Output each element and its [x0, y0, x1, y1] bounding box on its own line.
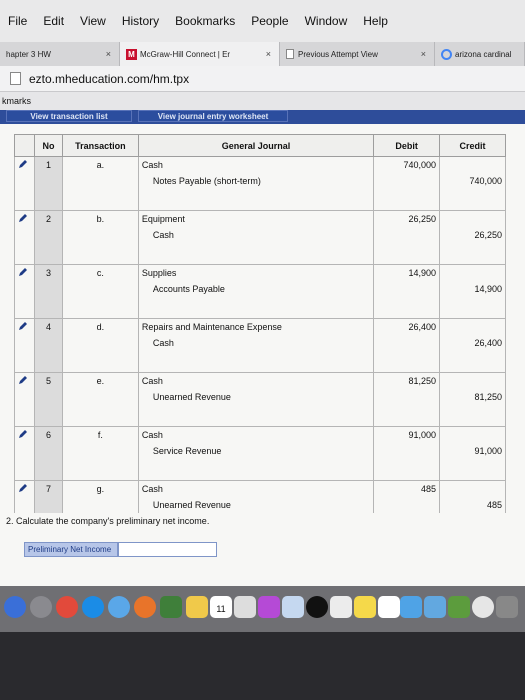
credit-amount-empty — [440, 265, 506, 281]
credit-amount: 14,900 — [440, 281, 506, 297]
entry-spacer-row — [15, 297, 506, 319]
photo-booth-icon[interactable] — [472, 596, 494, 618]
entry-number: 3 — [34, 265, 62, 281]
edit-column-header — [15, 135, 35, 157]
menu-view[interactable]: View — [80, 14, 106, 28]
entry-number: 6 — [34, 427, 62, 443]
debit-amount: 14,900 — [374, 265, 440, 281]
tab-close-icon[interactable]: × — [105, 49, 111, 59]
credit-amount-empty — [440, 211, 506, 227]
menu-file[interactable]: File — [8, 14, 28, 28]
entry-number-empty — [34, 335, 62, 351]
debit-amount-empty — [374, 173, 440, 189]
mail-icon[interactable] — [108, 596, 130, 618]
edit-cell-empty — [15, 281, 35, 297]
quicktime-icon[interactable] — [306, 596, 328, 618]
credit-amount-empty — [440, 319, 506, 335]
preliminary-net-income-label: Preliminary Net Income — [24, 542, 118, 557]
notes-icon[interactable] — [354, 596, 376, 618]
itunes-icon[interactable] — [258, 596, 280, 618]
journal-entry-debit-row — [15, 427, 506, 443]
debit-amount: 740,000 — [374, 157, 440, 173]
debit-amount-empty — [374, 335, 440, 351]
calendar-icon[interactable]: 11 — [210, 596, 232, 618]
credit-amount: 26,250 — [440, 227, 506, 243]
debit-account: Supplies — [138, 265, 373, 281]
journal-entry-credit-row — [15, 443, 506, 459]
transaction-letter: c. — [62, 265, 138, 281]
debit-amount-empty — [374, 281, 440, 297]
tab-title: hapter 3 HW — [6, 49, 51, 59]
app-store-icon[interactable] — [400, 596, 422, 618]
trash-icon[interactable] — [496, 596, 518, 618]
launchpad-icon[interactable] — [30, 596, 52, 618]
entry-number-empty — [34, 389, 62, 405]
edit-cell[interactable] — [15, 319, 35, 335]
debit-account: Cash — [138, 481, 373, 497]
edit-cell-empty — [15, 389, 35, 405]
edit-cell-empty — [15, 335, 35, 351]
macos-dock — [0, 586, 525, 700]
edit-cell[interactable] — [15, 265, 35, 281]
settings-icon[interactable] — [330, 596, 352, 618]
entry-number: 5 — [34, 373, 62, 389]
transaction-empty — [62, 389, 138, 405]
edit-cell-empty — [15, 497, 35, 513]
edit-cell-empty — [15, 227, 35, 243]
journal-entry-credit-row — [15, 389, 506, 405]
edit-cell[interactable] — [15, 157, 35, 173]
journal-body — [15, 157, 506, 513]
transaction-letter: g. — [62, 481, 138, 497]
debit-amount-empty — [374, 227, 440, 243]
transaction-empty — [62, 281, 138, 297]
edit-cell[interactable] — [15, 211, 35, 227]
transaction-letter: d. — [62, 319, 138, 335]
edit-cell-empty — [15, 443, 35, 459]
page-icon — [10, 72, 21, 85]
journal-table — [14, 134, 506, 513]
credit-amount-empty — [440, 373, 506, 389]
preliminary-net-income-input[interactable] — [118, 542, 217, 557]
transaction-empty — [62, 227, 138, 243]
credit-amount: 26,400 — [440, 335, 506, 351]
journal-entry-debit-row — [15, 265, 506, 281]
assignment-content — [0, 124, 525, 586]
debit-account: Equipment — [138, 211, 373, 227]
tab-close-icon[interactable]: × — [265, 49, 271, 59]
credit-account: Service Revenue — [138, 443, 373, 459]
journal-entry-credit-row — [15, 227, 506, 243]
menu-people[interactable]: People — [251, 14, 289, 28]
pencil-icon[interactable] — [18, 213, 28, 223]
bookmarks-label[interactable]: kmarks — [2, 96, 31, 106]
menu-history[interactable]: History — [121, 14, 160, 28]
transaction-letter: b. — [62, 211, 138, 227]
journal-entry-debit-row — [15, 373, 506, 389]
journal-entry-credit-row — [15, 281, 506, 297]
transaction-letter: f. — [62, 427, 138, 443]
entry-number: 1 — [34, 157, 62, 173]
view-journal-worksheet-button[interactable]: View journal entry worksheet — [138, 110, 288, 122]
menu-window[interactable]: Window — [304, 14, 348, 28]
app-menubar — [0, 0, 525, 42]
entry-number: 2 — [34, 211, 62, 227]
pencil-icon[interactable] — [18, 267, 28, 277]
transaction-letter: a. — [62, 157, 138, 173]
journal-entry-debit-row — [15, 211, 506, 227]
debit-amount: 91,000 — [374, 427, 440, 443]
maps-icon[interactable] — [160, 596, 182, 618]
tab-arizona-cardinals[interactable] — [435, 42, 525, 66]
bookmarks-bar — [0, 92, 525, 110]
mcgraw-hill-logo-icon: M — [126, 49, 137, 60]
pencil-icon[interactable] — [18, 321, 28, 331]
transaction-empty — [62, 443, 138, 459]
credit-account: Cash — [138, 227, 373, 243]
journal-entry-debit-row — [15, 157, 506, 173]
debit-amount-empty — [374, 497, 440, 513]
journal-entry-credit-row — [15, 335, 506, 351]
transaction-column-header: Transaction — [62, 135, 138, 157]
debit-amount-empty — [374, 443, 440, 459]
browser-tabbar — [0, 42, 525, 66]
journal-entry-credit-row — [15, 173, 506, 189]
page-icon — [286, 49, 294, 59]
edit-cell-empty — [15, 173, 35, 189]
menu-bookmarks[interactable]: Bookmarks — [175, 14, 236, 28]
debit-amount: 26,400 — [374, 319, 440, 335]
debit-account: Cash — [138, 157, 373, 173]
tab-mcgraw-hill-connect[interactable] — [120, 42, 280, 66]
entry-number: 4 — [34, 319, 62, 335]
minecraft-icon[interactable] — [448, 596, 470, 618]
chrome-icon[interactable] — [56, 596, 78, 618]
tab-title: arizona cardinal — [455, 49, 512, 59]
finder-icon[interactable] — [4, 596, 26, 618]
reminders-icon[interactable] — [282, 596, 304, 618]
table-header-row — [15, 135, 506, 157]
debit-column-header: Debit — [374, 135, 440, 157]
entry-number-empty — [34, 173, 62, 189]
credit-account: Accounts Payable — [138, 281, 373, 297]
entry-spacer-row — [15, 351, 506, 373]
edit-cell[interactable] — [15, 427, 35, 443]
transaction-empty — [62, 497, 138, 513]
question-text: 2. Calculate the company's preliminary net income. — [6, 516, 210, 526]
credit-amount: 91,000 — [440, 443, 506, 459]
credit-amount-empty — [440, 427, 506, 443]
tab-previous-attempt-view[interactable] — [280, 42, 435, 66]
entry-number-empty — [34, 281, 62, 297]
photos-icon[interactable] — [186, 596, 208, 618]
contacts-icon[interactable] — [234, 596, 256, 618]
edit-cell[interactable] — [15, 481, 35, 497]
tab-chapter-3-hw[interactable] — [0, 42, 120, 66]
view-transaction-list-button[interactable]: View transaction list — [6, 110, 132, 122]
credit-amount-empty — [440, 157, 506, 173]
credit-column-header: Credit — [440, 135, 506, 157]
entry-number-empty — [34, 497, 62, 513]
credit-account: Notes Payable (short-term) — [138, 173, 373, 189]
entry-spacer-row — [15, 189, 506, 211]
credit-amount-empty — [440, 481, 506, 497]
journal-entry-credit-row — [15, 497, 506, 513]
transaction-empty — [62, 173, 138, 189]
preview-icon[interactable] — [424, 596, 446, 618]
menu-help[interactable]: Help — [363, 14, 388, 28]
tab-title: McGraw-Hill Connect | Er — [140, 49, 231, 59]
tab-title: Previous Attempt View — [298, 49, 378, 59]
entry-spacer-row — [15, 243, 506, 265]
textedit-icon[interactable] — [378, 596, 400, 618]
credit-amount: 485 — [440, 497, 506, 513]
pencil-icon[interactable] — [18, 159, 28, 169]
entry-spacer-row — [15, 405, 506, 427]
pencil-icon[interactable] — [18, 483, 28, 493]
debit-amount: 26,250 — [374, 211, 440, 227]
journal-entry-debit-row — [15, 319, 506, 335]
debit-account: Cash — [138, 373, 373, 389]
safari-icon[interactable] — [82, 596, 104, 618]
debit-amount: 485 — [374, 481, 440, 497]
transaction-empty — [62, 335, 138, 351]
transaction-letter: e. — [62, 373, 138, 389]
menu-edit[interactable]: Edit — [43, 14, 65, 28]
credit-amount: 81,250 — [440, 389, 506, 405]
credit-amount: 740,000 — [440, 173, 506, 189]
credit-account: Unearned Revenue — [138, 389, 373, 405]
address-bar[interactable] — [0, 66, 525, 92]
debit-account: Repairs and Maintenance Expense — [138, 319, 373, 335]
google-icon — [441, 49, 452, 60]
debit-account: Cash — [138, 427, 373, 443]
general-journal-column-header: General Journal — [138, 135, 373, 157]
tab-close-icon[interactable]: × — [420, 49, 426, 59]
entry-number-empty — [34, 443, 62, 459]
debit-amount-empty — [374, 389, 440, 405]
credit-account: Cash — [138, 335, 373, 351]
entry-spacer-row — [15, 459, 506, 481]
entry-number: 7 — [34, 481, 62, 497]
no-column-header: No — [34, 135, 62, 157]
debit-amount: 81,250 — [374, 373, 440, 389]
entry-number-empty — [34, 227, 62, 243]
pencil-icon[interactable] — [18, 375, 28, 385]
pencil-icon[interactable] — [18, 429, 28, 439]
edit-cell[interactable] — [15, 373, 35, 389]
credit-account: Unearned Revenue — [138, 497, 373, 513]
url-text[interactable]: ezto.mheducation.com/hm.tpx — [29, 71, 190, 86]
journal-entry-debit-row — [15, 481, 506, 497]
firefox-icon[interactable] — [134, 596, 156, 618]
